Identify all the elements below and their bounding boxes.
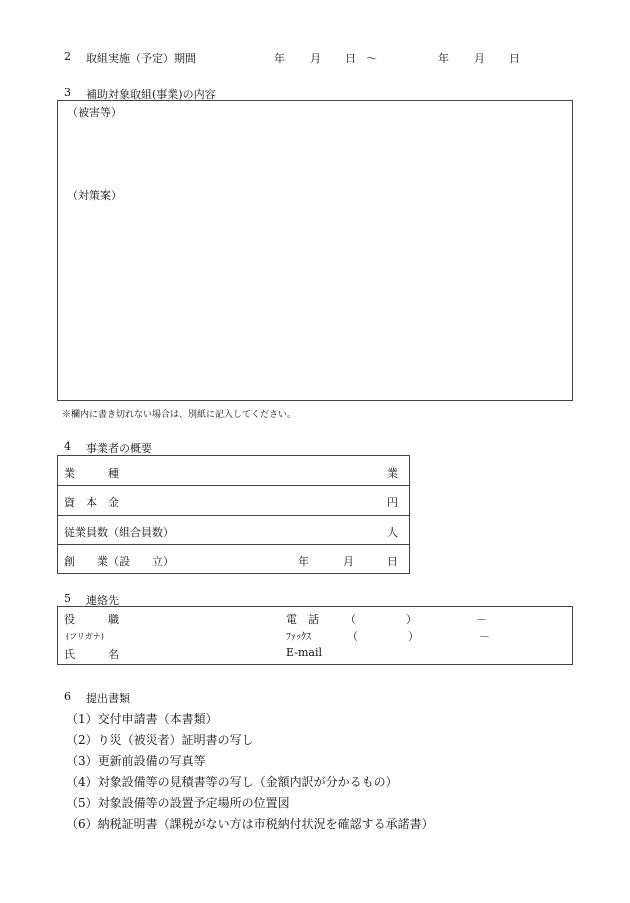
furigana-label: (フリガナ): [66, 632, 104, 641]
email-label: E-mail: [286, 646, 322, 659]
contact-box: [57, 606, 573, 665]
section-3-number: 3: [64, 86, 71, 99]
period-tilde: ～: [366, 52, 377, 65]
section-6-number: 6: [64, 690, 71, 703]
period-end-year: 年: [438, 52, 449, 65]
phone-label: 電 話: [286, 613, 319, 626]
plan-label: （対策案）: [67, 189, 122, 202]
capital-label: 資 本 金: [64, 496, 119, 509]
list-item: （2）り災（被災者）証明書の写し: [66, 733, 254, 747]
table-row[interactable]: [58, 545, 409, 573]
table-row[interactable]: [58, 486, 409, 515]
overflow-note: ※欄内に書き切れない場合は、別紙に記入してください。: [62, 410, 297, 420]
employees-label: 従業員数（組合員数）: [64, 526, 174, 539]
founding-year: 年: [298, 555, 309, 568]
period-end-day: 日: [509, 52, 520, 65]
section-4-number: 4: [64, 440, 71, 453]
section-5-label: 連絡先: [86, 594, 119, 607]
period-start-month: 月: [310, 52, 321, 65]
period-start-year: 年: [274, 52, 285, 65]
list-item: （1）交付申請書（本書類）: [66, 712, 218, 726]
overview-table: [57, 455, 410, 574]
capital-unit: 円: [387, 496, 398, 509]
table-row[interactable]: [58, 456, 409, 485]
section-2-number: 2: [64, 50, 71, 63]
period-end-month: 月: [474, 52, 485, 65]
fax-dash: －: [479, 630, 490, 643]
list-item: （5）対象設備等の設置予定場所の位置図: [66, 796, 290, 810]
phone-paren-close: ）: [406, 613, 417, 626]
employees-unit: 人: [387, 526, 398, 539]
position-label: 役 職: [64, 613, 119, 626]
fax-paren-close: ）: [408, 630, 419, 643]
section-2-label: 取組実施（予定）期間: [86, 52, 196, 65]
founding-month: 月: [343, 555, 354, 568]
section-4-label: 事業者の概要: [86, 442, 152, 455]
industry-label: 業 種: [64, 467, 119, 480]
name-label: 氏 名: [64, 648, 119, 661]
section-5-number: 5: [64, 592, 71, 605]
fax-paren-open: （: [347, 630, 358, 643]
content-box[interactable]: [57, 100, 573, 401]
damage-label: （被害等）: [67, 106, 122, 119]
phone-paren-open: （: [345, 613, 356, 626]
section-3-label: 補助対象取組(事業)の内容: [86, 88, 216, 101]
founding-day: 日: [387, 555, 398, 568]
section-6-label: 提出書類: [86, 692, 130, 705]
period-start-day: 日: [345, 52, 356, 65]
list-item: （4）対象設備等の見積書等の写し（金額内訳が分かるもの）: [66, 775, 398, 789]
table-row[interactable]: [58, 516, 409, 545]
list-item: （6）納税証明書（課税がない方は市税納付状況を確認する承諾書）: [66, 817, 434, 831]
fax-label: ﾌｧｯｸｽ: [286, 632, 311, 643]
document-list: [66, 710, 434, 836]
founding-label: 創 業（設 立）: [64, 555, 174, 568]
phone-dash: －: [476, 613, 487, 626]
industry-unit: 業: [387, 467, 398, 480]
list-item: （3）更新前設備の写真等: [66, 754, 206, 768]
